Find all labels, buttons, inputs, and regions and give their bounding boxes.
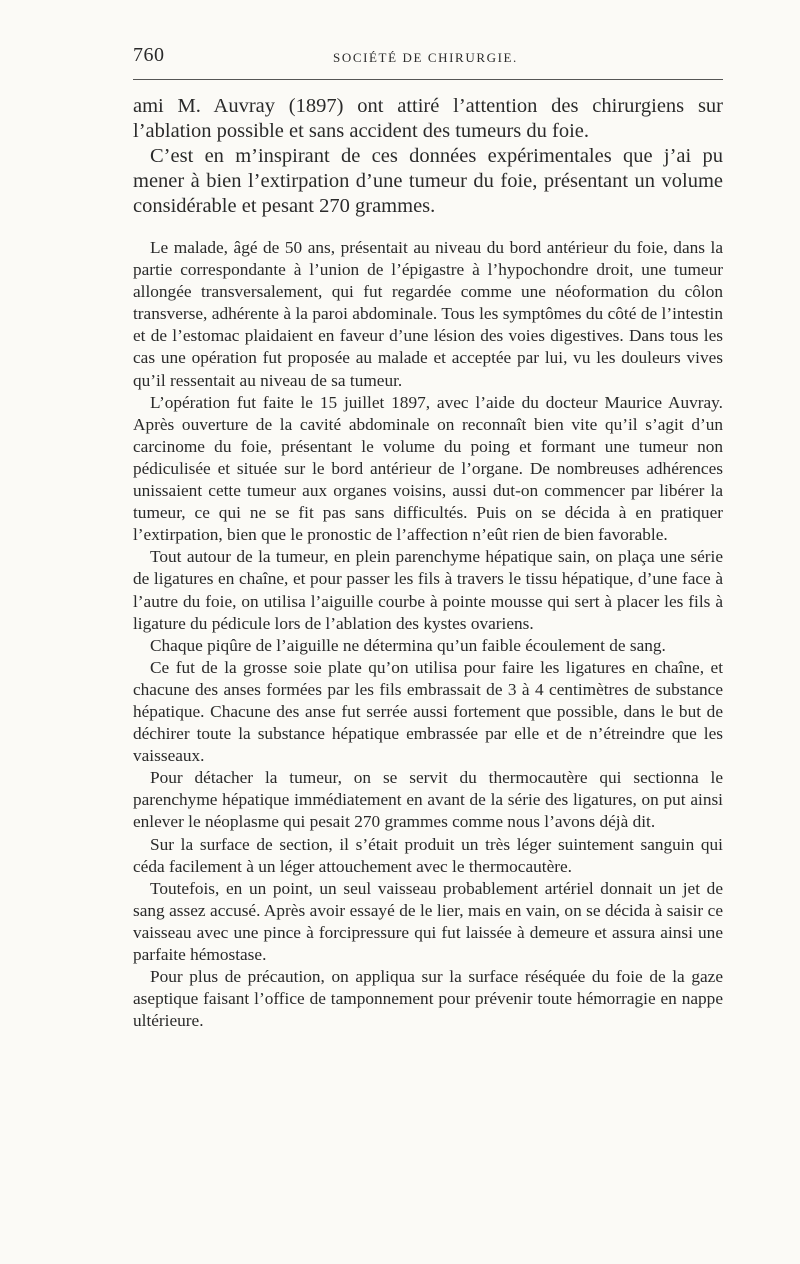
paragraph: C’est en m’inspirant de ces données expérimentales que j’ai pu mener à bien l’extirpation d’une tumeur du foie, présentant un volume considérable et pesant 270 grammes.	[133, 145, 723, 217]
paragraph: Le malade, âgé de 50 ans, présentait au niveau du bord antérieur du foie, dans la partie correspondante à l’union de l’épigastre à l’hypochondre droit, une tumeur allongée transversalement, qui fut regardée comme une néoformation du côlon transverse, adhérente à la paroi abdominale. Tous les symptômes du côté de l’intestin et de l’estomac plaidaient en faveur d’une lésion des voies digestives. Dans tous les cas une opération fut proposée au malade et acceptée par lui, vu les douleurs vives qu’il ressentait au niveau de sa tumeur.	[133, 238, 723, 390]
paragraph: Toutefois, en un point, un seul vaisseau probablement artériel donnait un jet de sang assez accusé. Après avoir essayé de le lier, mais en vain, on se décida à saisir ce vaisseau avec une pince à forcipressure qui fut laissée à demeure et assura ainsi une parfaite hémostase.	[133, 878, 723, 964]
paragraph: Sur la surface de section, il s’était produit un très léger suintement sanguin qui céda facilement à un léger attouchement avec le thermocautère.	[133, 834, 723, 876]
paragraph: Chaque piqûre de l’aiguille ne détermina qu’un faible écoulement de sang.	[150, 635, 666, 655]
paragraph: Ce fut de la grosse soie plate qu’on utilisa pour faire les ligatures en chaîne, et chacune des anses formées par les fils embrassait de 3 à 4 centimètres de substance hépatique. Chacune des anse fut serrée aussi fortement que possible, dans le but de déchirer toute la substance hépatique embrassée par elle et de n’étreindre que les vaisseaux.	[133, 657, 723, 766]
page-header	[133, 44, 723, 72]
running-title: SOCIÉTÉ DE CHIRURGIE.	[333, 50, 518, 65]
paragraph: ami M. Auvray (1897) ont attiré l’attention des chirurgiens sur l’ablation possible et sans accident des tumeurs du foie.	[133, 95, 723, 142]
page-number: 760	[133, 44, 165, 66]
small-text-block	[133, 237, 723, 1032]
paragraph: Pour plus de précaution, on appliqua sur la surface réséquée du foie de la gaze aseptique faisant l’office de tamponnement pour prévenir toute hémorragie en nappe ultérieure.	[133, 967, 723, 1031]
paragraph: L’opération fut faite le 15 juillet 1897, avec l’aide du docteur Maurice Auvray. Après ouverture de la cavité abdominale on reconnaît bien vite qu’il s’agit d’un carcinome du foie, présentant le volume du poing et formant une tumeur non pédiculisée et située sur le bord antérieur de l’organe. De nombreuses adhérences unissaient cette tumeur aux organes voisins, aussi dut-on commencer par libérer la tumeur, ce qui ne se fit pas sans difficultés. Puis on se décida à en pratiquer l’extirpation, bien que le pronostic de l’affection n’eût rien de bien favorable.	[133, 392, 723, 545]
paragraph: Pour détacher la tumeur, on se servit du thermocautère qui sectionna le parenchyme hépatique immédiatement en avant de la série des ligatures, on put ainsi enlever le néoplasme qui pesait 270 grammes comme nous l’avons déjà dit.	[133, 768, 723, 832]
header-rule	[133, 79, 723, 80]
paragraph: Tout autour de la tumeur, en plein parenchyme hépatique sain, on plaça une série de ligatures en chaîne, et pour passer les fils à travers le tissu hépatique, d’une face à l’autre du foie, on utilisa l’aiguille courbe à pointe mousse qui sert à placer les fils à ligature du pédicule lors de l’ablation des kystes ovariens.	[133, 547, 723, 633]
large-text-block	[133, 94, 723, 219]
